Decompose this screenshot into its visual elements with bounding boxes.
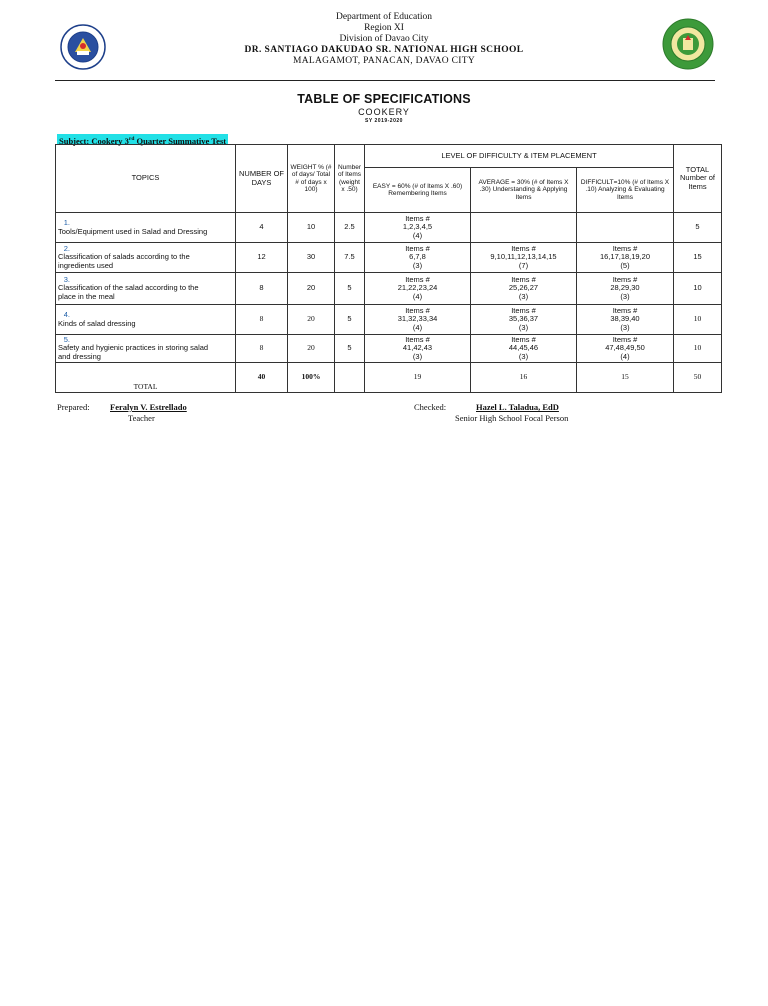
average-placement xyxy=(471,213,577,243)
topic-name: Kinds of salad dressing xyxy=(58,318,136,328)
school-year: SY 2019-2020 xyxy=(365,118,403,124)
placement-label: Items # xyxy=(405,305,430,315)
topic-number: 2. xyxy=(63,243,70,253)
header-region: Region XI xyxy=(364,23,404,33)
placement-items: 35,36,37 xyxy=(508,314,539,324)
placement-label: Items # xyxy=(612,334,638,344)
placement-items: 1,2,3,4,5 xyxy=(402,222,433,232)
total-average: 16 xyxy=(471,363,577,393)
days-cell: 4 xyxy=(236,213,288,243)
weight-cell: 20 xyxy=(288,273,335,305)
subject-label-text: Subject: Cookery 3 xyxy=(59,135,129,146)
difficult-placement xyxy=(577,243,674,273)
signature-block xyxy=(0,402,768,432)
items-cell: 7.5 xyxy=(335,243,365,273)
placement-count: (4) xyxy=(412,291,423,301)
items-cell: 5 xyxy=(335,273,365,305)
placement-items: 6,7,8 xyxy=(409,252,426,262)
school-seal-logo xyxy=(662,18,714,70)
topic-name: Classification of salads according to the ingredients used xyxy=(58,252,190,270)
placement-label: Items # xyxy=(405,243,430,253)
placement-items: 31,32,33,34 xyxy=(397,314,438,324)
easy-placement xyxy=(365,273,471,305)
topic-cell xyxy=(56,335,236,363)
table-row xyxy=(56,335,722,363)
topic-cell xyxy=(56,305,236,335)
header-department: Department of Education xyxy=(335,12,433,22)
topic-name: Tools/Equipment used in Salad and Dressing xyxy=(58,226,208,236)
header-address: MALAGAMOT, PANACAN, DAVAO CITY xyxy=(292,56,476,66)
placement-label: Items # xyxy=(511,334,536,344)
weight-cell: 20 xyxy=(288,335,335,363)
placement-label: Items # xyxy=(405,274,430,284)
difficult-placement xyxy=(577,213,674,243)
placement-label: Items # xyxy=(511,305,536,315)
prepared-role: Teacher xyxy=(128,413,155,423)
header-average: AVERAGE = 30% (# of Items X .30) Understanding & Applying Items xyxy=(471,168,577,213)
table-of-specifications xyxy=(55,144,722,393)
header-difficult: DIFFICULT=10% (# of Items X .10) Analyzing & Evaluating Items xyxy=(577,168,674,213)
placement-count: (5) xyxy=(620,260,630,270)
total-difficult: 15 xyxy=(577,363,674,393)
difficult-placement xyxy=(577,273,674,305)
placement-count: (7) xyxy=(518,260,529,270)
placement-items: 44,45,46 xyxy=(508,343,539,353)
average-placement xyxy=(471,243,577,273)
placement-label: Items # xyxy=(511,243,536,253)
placement-count: (3) xyxy=(518,322,529,332)
weight-cell: 30 xyxy=(288,243,335,273)
difficult-placement xyxy=(577,335,674,363)
days-cell: 8 xyxy=(236,335,288,363)
easy-placement xyxy=(365,213,471,243)
placement-items: 9,10,11,12,13,14,15 xyxy=(490,252,557,262)
placement-items: 25,26,27 xyxy=(508,283,539,293)
prepared-name: Feralyn V. Estrellado xyxy=(110,402,187,412)
total-days: 40 xyxy=(236,363,288,393)
header-topics: TOPICS xyxy=(56,145,236,213)
prepared-label: Prepared: xyxy=(57,402,90,412)
subject-label-suffix: Quarter Summative Test xyxy=(134,135,227,146)
header-easy: EASY = 60% (# of Items X .60) Remembering Items xyxy=(365,168,471,213)
weight-cell: 10 xyxy=(288,213,335,243)
days-cell: 8 xyxy=(236,305,288,335)
weight-cell: 20 xyxy=(288,305,335,335)
checked-label: Checked: xyxy=(414,402,447,412)
placement-label: Items # xyxy=(511,274,536,284)
placement-count: (4) xyxy=(620,351,630,361)
total-label: TOTAL xyxy=(56,363,236,393)
header-items: Number of Items (weight x .50) xyxy=(335,145,365,213)
placement-count: (3) xyxy=(620,291,630,301)
days-cell: 8 xyxy=(236,273,288,305)
topic-cell xyxy=(56,273,236,305)
topic-name: Safety and hygienic practices in storing salad and dressing xyxy=(58,343,209,361)
placement-items: 38,39,40 xyxy=(610,314,640,324)
total-cell: 5 xyxy=(674,213,722,243)
table-total-row xyxy=(56,363,722,393)
topic-cell xyxy=(56,213,236,243)
placement-count: (4) xyxy=(412,230,423,240)
table-row xyxy=(56,213,722,243)
total-cell: 10 xyxy=(674,305,722,335)
placement-count: (3) xyxy=(518,351,529,361)
topic-number: 5. xyxy=(63,334,70,344)
header-divider xyxy=(55,80,715,81)
table-row xyxy=(56,305,722,335)
total-easy: 19 xyxy=(365,363,471,393)
subject-label-ordinal: rd xyxy=(128,136,135,142)
easy-placement xyxy=(365,335,471,363)
average-placement xyxy=(471,305,577,335)
easy-placement xyxy=(365,305,471,335)
header-school-name: DR. SANTIAGO DAKUDAO SR. NATIONAL HIGH SCHOOL xyxy=(244,45,524,55)
header-level: LEVEL OF DIFFICULTY & ITEM PLACEMENT xyxy=(365,145,674,168)
topic-name: Classification of the salad according to the place in the meal xyxy=(58,283,199,301)
total-weight: 100% xyxy=(288,363,335,393)
items-cell: 5 xyxy=(335,335,365,363)
placement-count: (3) xyxy=(518,291,529,301)
page-subtitle: COOKERY xyxy=(358,107,410,117)
topic-number: 1. xyxy=(63,218,70,227)
placement-label: Items # xyxy=(612,274,638,284)
placement-items: 28,29,30 xyxy=(610,283,640,293)
placement-label: Items # xyxy=(612,305,638,315)
table-row xyxy=(56,273,722,305)
items-cell: 2.5 xyxy=(335,213,365,243)
total-cell: 10 xyxy=(674,335,722,363)
topic-cell xyxy=(56,243,236,273)
easy-placement xyxy=(365,243,471,273)
placement-items: 47,48,49,50 xyxy=(605,343,645,353)
topic-number: 4. xyxy=(63,310,70,319)
items-cell: 5 xyxy=(335,305,365,335)
placement-items: 21,22,23,24 xyxy=(397,283,438,293)
placement-count: (4) xyxy=(412,322,423,332)
total-cell: 15 xyxy=(674,243,722,273)
total-items xyxy=(335,363,365,393)
total-cell: 10 xyxy=(674,273,722,305)
days-cell: 12 xyxy=(236,243,288,273)
checked-name: Hazel L. Taladua, EdD xyxy=(476,402,559,412)
page-title: TABLE OF SPECIFICATIONS xyxy=(297,92,471,106)
difficult-placement xyxy=(577,305,674,335)
header-weight: WEIGHT % (# of days/ Total # of days x 100) xyxy=(288,145,335,213)
placement-count: (3) xyxy=(412,351,423,361)
placement-items: 16,17,18,19,20 xyxy=(599,252,651,262)
placement-label: Items # xyxy=(405,334,430,344)
placement-label: Items # xyxy=(405,213,430,223)
average-placement xyxy=(471,335,577,363)
placement-count: (3) xyxy=(412,260,423,270)
placement-label: Items # xyxy=(612,243,638,253)
placement-count: (3) xyxy=(620,322,630,332)
header-total: TOTAL Number of Items xyxy=(674,145,722,213)
placement-items: 41,42,43 xyxy=(402,343,433,353)
checked-role: Senior High School Focal Person xyxy=(455,413,569,423)
average-placement xyxy=(471,273,577,305)
total-items-overall: 50 xyxy=(674,363,722,393)
header-days: NUMBER OF DAYS xyxy=(236,145,288,213)
header-division: Division of Davao City xyxy=(339,34,429,44)
table-row xyxy=(56,243,722,273)
topic-number: 3. xyxy=(63,274,70,284)
letterhead xyxy=(0,8,768,78)
